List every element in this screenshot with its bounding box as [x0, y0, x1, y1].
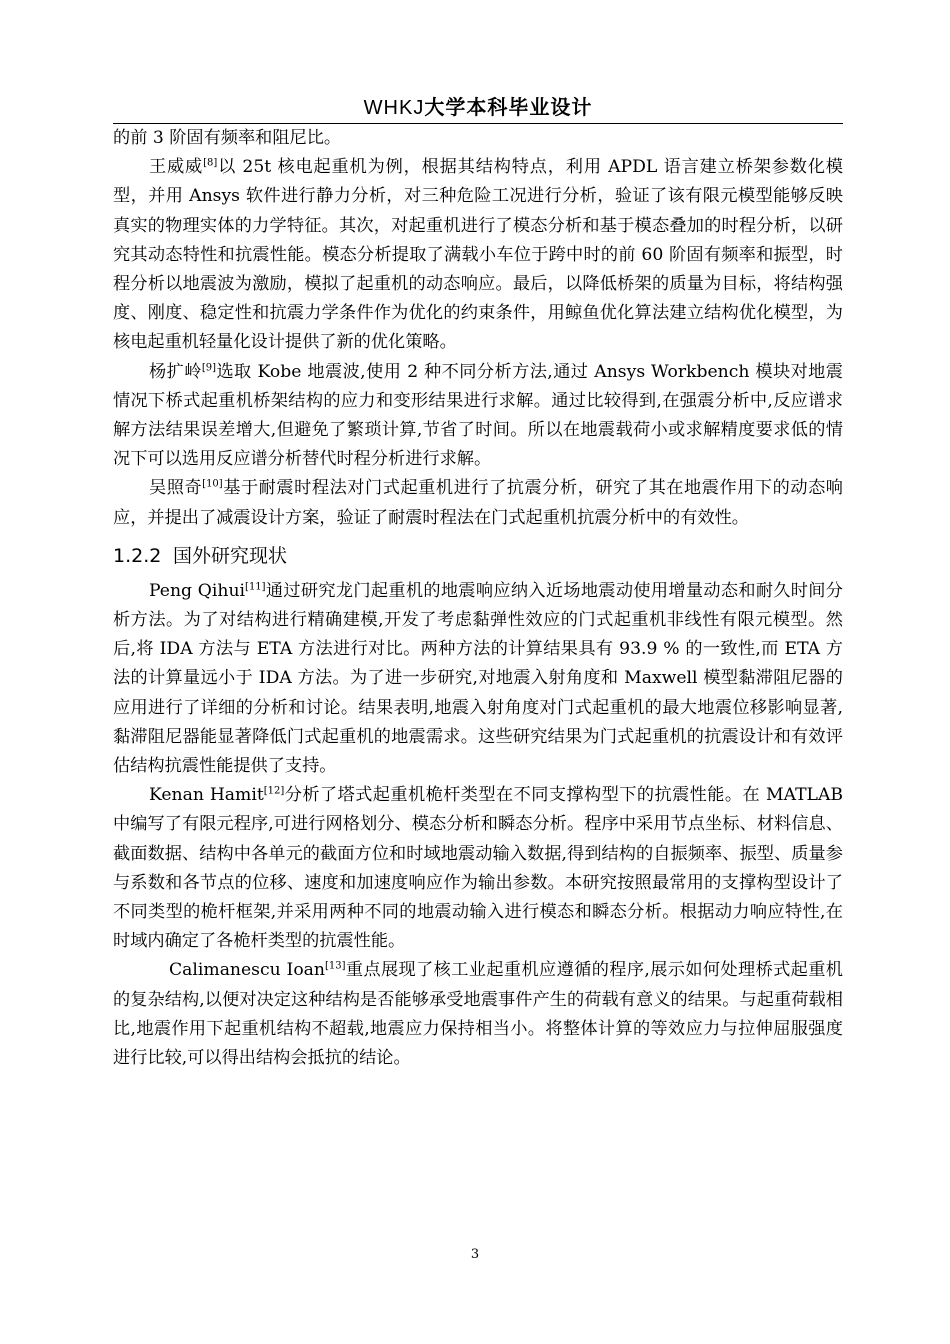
- paragraph: [113, 474, 843, 532]
- text-run: 基于耐震时程法对门式起重机进行了抗震分析，研究了其在地震作用下的动态响应，并提出了减震设计方案，验证了耐震时程法在门式起重机抗震分析中的有效性。: [113, 478, 843, 528]
- text-run: 王威威: [149, 157, 204, 178]
- text-run: 以 25t 核电起重机为例，根据其结构特点，利用 APDL 语言建立桥架参数化模型，并用 Ansys 软件进行静力分析，对三种危险工况进行分析，验证了该有限元模型能够反映真实的物理实体的力学特征。其次，对起重机进行了模态分析和基于模态叠加的时程分析，以研究其动态特性和抗震性能。模态分析提取了满载小车位于跨中时的前 60 阶固有频率和振型，时程分析以地震波为激励，模拟了起重机的动态响应。最后，以降低桥架的质量为目标，将结构强度、刚度、稳定性和抗震力学条件作为优化的约束条件，用鲸鱼优化算法建立结构优化模型，为核电起重机轻量化设计提供了新的优化策略。: [113, 157, 843, 353]
- page-number: 3: [470, 1247, 480, 1262]
- section-heading: [113, 539, 843, 573]
- paragraph: [113, 124, 843, 153]
- text-run: 杨扩岭: [149, 361, 202, 382]
- citation: [13]: [324, 960, 346, 972]
- text-run: Peng Qihui: [149, 580, 246, 601]
- paragraph: [113, 358, 843, 475]
- citation: [10]: [202, 478, 223, 490]
- section-title: 国外研究现状: [173, 544, 288, 567]
- header-title: 大学本科毕业设计: [424, 95, 593, 119]
- text-run: 通过研究龙门起重机的地震响应纳入近场地震动使用增量动态和耐久时间分析方法。为了对结构进行精确建模,开发了考虑黏弹性效应的门式起重机非线性有限元模型。然后,将 IDA 方法与 ETA 方法进行对比。两种方法的计算结果具有 93.9 % 的一致性,而 ETA 方法的计算量远小于 IDA 方法。为了进一步研究,对地震入射角度和 Maxwell 模型黏滞阻尼器的应用进行了详细的分析和讨论。结果表明,地震入射角度对门式起重机的最大地震位移影响显著,黏滞阻尼器能显著降低门式起重机的地震需求。这些研究结果为门式起重机的抗震设计和有效评估结构抗震性能提供了支持。: [113, 580, 843, 777]
- citation: [11]: [245, 581, 266, 593]
- paragraph: [113, 577, 843, 781]
- text-run: 选取 Kobe 地震波,使用 2 种不同分析方法,通过 Ansys Workbench 模块对地震情况下桥式起重机桥架结构的应力和变形结果进行求解。通过比较得到,在强震分析中,反应谱求解方法结果误差增大,但避免了繁琐计算,节省了时间。所以在地震载荷小或求解精度要求低的情况下可以选用反应谱分析替代时程分析进行求解。: [113, 361, 843, 470]
- citation: [12]: [263, 785, 285, 797]
- paragraph: [113, 956, 843, 1073]
- page-body: [113, 124, 843, 1073]
- citation: [8]: [203, 157, 218, 169]
- paragraph: [113, 153, 843, 357]
- header-latin: WHKJ: [363, 97, 425, 119]
- paragraph-group-2: [113, 577, 843, 1073]
- text-run: 的前 3 阶固有频率和阻尼比。: [113, 128, 342, 148]
- paragraph: [113, 781, 843, 956]
- text-run: 重点展现了核工业起重机应遵循的程序,展示如何处理桥式起重机的复杂结构,以便对决定这种结构是否能够承受地震事件产生的荷载有意义的结果。与起重荷载相比,地震作用下起重机结构不超载,地震应力保持相当小。将整体计算的等效应力与拉伸屈服强度进行比较,可以得出结构会抵抗的结论。: [113, 960, 843, 1069]
- text-run: 吴照奇: [149, 478, 203, 499]
- section-number: 1.2.2: [113, 544, 162, 567]
- paragraph-group-1: [113, 124, 843, 533]
- text-run: Calimanescu Ioan: [169, 960, 325, 981]
- text-run: Kenan Hamit: [149, 785, 264, 806]
- citation: [9]: [201, 361, 217, 373]
- page-header: [113, 94, 843, 121]
- text-run: 分析了塔式起重机桅杆类型在不同支撑构型下的抗震性能。在 MATLAB 中编写了有限元程序,可进行网格划分、模态分析和瞬态分析。程序中采用节点坐标、材料信息、截面数据、结构中各单元的截面方位和时域地震动输入数据,得到结构的自振频率、振型、质量参与系数和各节点的位移、速度和加速度响应作为输出参数。本研究按照最常用的支撑构型设计了不同类型的桅杆框架,并采用两种不同的地震动输入进行模态和瞬态分析。根据动力响应特性,在时域内确定了各桅杆类型的抗震性能。: [113, 785, 843, 952]
